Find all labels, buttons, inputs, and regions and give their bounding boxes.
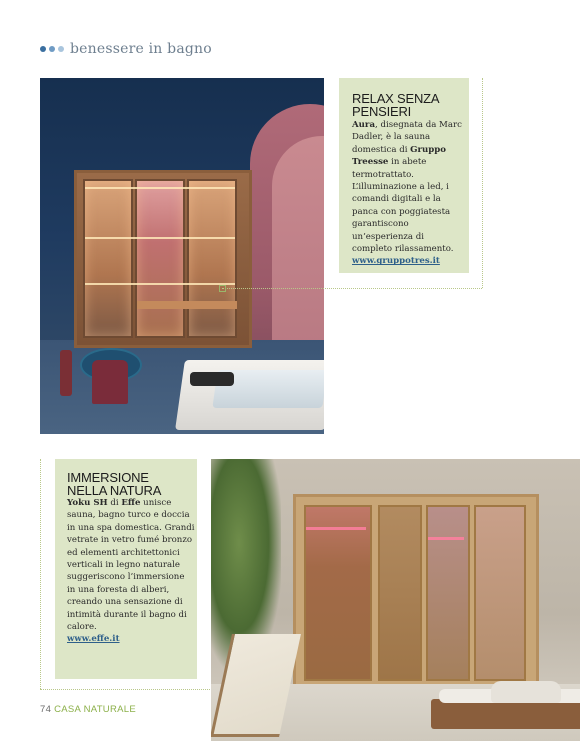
body-text: , disegnata da Marc Dadler, è la sauna domestica di <box>352 120 462 155</box>
article-title: IMMERSIONE NELLA NATURA <box>67 470 162 498</box>
article-title: RELAX SENZA PENSIERI <box>352 91 439 119</box>
page-footer <box>40 704 136 715</box>
section-header <box>40 40 212 58</box>
section-dots-icon <box>40 46 64 52</box>
page-number: 74 <box>40 704 52 715</box>
connector-line <box>222 288 482 289</box>
caption-box-aura <box>339 78 469 273</box>
body-text: in abete termotrattato. L’illuminazione a led, i comandi digitali e la panca con poggiatesta garantiscono un’esperienza di completo rilassamento. <box>352 157 454 255</box>
brand-name: Gruppo Treesse <box>352 144 447 168</box>
connector-marker-icon <box>219 285 226 292</box>
article-body <box>67 497 195 646</box>
brand-link[interactable]: www.gruppotres.it <box>352 256 440 267</box>
product-name: Yoku SH <box>67 498 108 508</box>
connector-line <box>482 78 483 288</box>
brand-name: Effe <box>121 498 141 508</box>
product-name: Aura <box>352 120 376 130</box>
magazine-name: CASA NATURALE <box>54 704 136 715</box>
body-text: unisce sauna, bagno turco e doccia in una spa domestica. Grandi vetrate in vetro fumé bronzo ed elementi architettonici verticali in legno naturale suggeriscono l’immersione in una foresta di alberi, creando una sensazione di intimità durante il bagno di calore. <box>67 498 195 633</box>
caption-box-yoku <box>55 459 197 679</box>
section-title: benessere in bagno <box>70 41 212 57</box>
article-body <box>352 119 465 268</box>
photo-yoku-sauna <box>211 459 580 741</box>
brand-link[interactable]: www.effe.it <box>67 634 120 645</box>
photo-aura-sauna <box>40 78 324 434</box>
connector-line <box>40 459 41 689</box>
body-text: di <box>107 498 122 508</box>
